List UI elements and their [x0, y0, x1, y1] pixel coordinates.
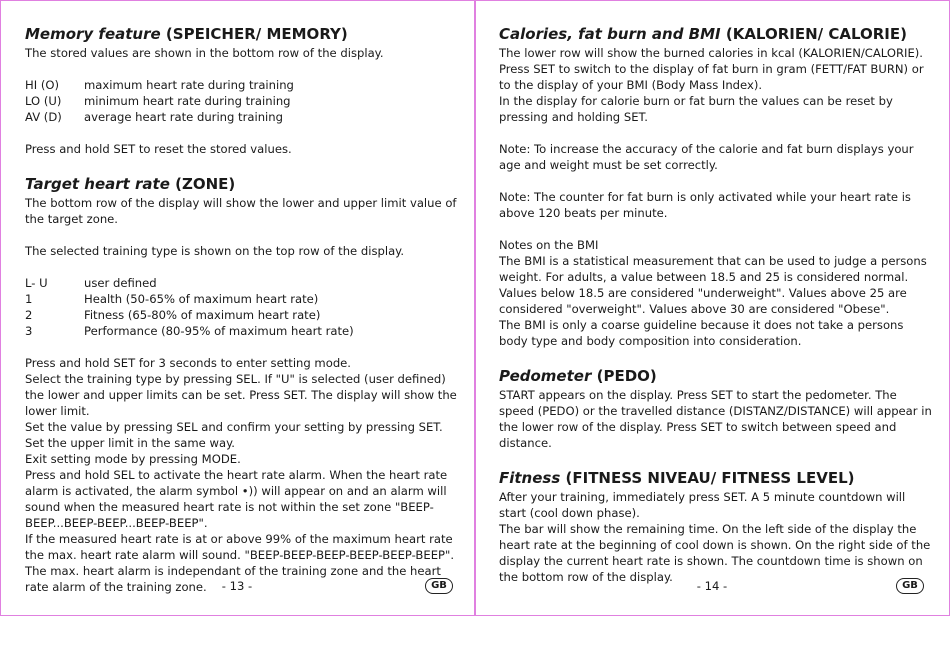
bmi-heading: Notes on the BMI	[499, 238, 599, 252]
pedometer-heading	[499, 365, 934, 387]
zone-text-line: Press and hold SEL to activate the heart rate alarm. When the heart rate alarm is activated, the alarm symbol •)) will appear on and an alarm will sound when the measured heart rate is not within the set zone "BEEP-BEEP...BEEP-BEEP...BEEP-BEEP".	[25, 468, 448, 530]
note-1: Note: To increase the accuracy of the calorie and fat burn displays your age and weight must be set correctly.	[499, 142, 914, 172]
memory-heading	[25, 23, 457, 45]
memory-row: LO (U) minimum heart rate during training	[25, 94, 291, 108]
zone-row: 2 Fitness (65-80% of maximum heart rate)	[25, 308, 321, 322]
calories-text-line: The lower row will show the burned calories in kcal (KALORIEN/CALORIE).	[499, 46, 923, 60]
fitness-heading	[499, 467, 934, 489]
fitness-title-caps: (FITNESS NIVEAU/ FITNESS LEVEL)	[565, 469, 855, 487]
zone-text-line: Press and hold SET for 3 seconds to enter setting mode.	[25, 356, 351, 370]
zone-row: L- U user defined	[25, 276, 157, 290]
page-number: - 14 -	[696, 579, 728, 593]
zone-title-italic: Target heart rate	[25, 175, 170, 193]
left-page	[0, 0, 475, 616]
memory-title-italic: Memory feature	[25, 25, 161, 43]
memory-row: HI (O) maximum heart rate during training	[25, 78, 294, 92]
zone-text-line: Select the training type by pressing SEL. If "U" is selected (user defined) the lower and upper limits can be set. Press SET. The display will show the lower limit.	[25, 372, 457, 418]
fitness-text-line: The bar will show the remaining time. On the left side of the display the heart rate at the beginning of cool down is shown. On the right side of the display the current heart rate is shown. The countdown time is shown on the bottom row of the display.	[499, 522, 931, 584]
memory-intro: The stored values are shown in the bottom row of the display.	[25, 46, 384, 60]
page-number: - 13 -	[221, 579, 253, 593]
calories-heading	[499, 23, 934, 45]
zone-row: 3 Performance (80-95% of maximum heart rate)	[25, 324, 354, 338]
note-2: Note: The counter for fat burn is only activated while your heart rate is above 120 beats per minute.	[499, 190, 911, 220]
note-label: Note:	[499, 142, 531, 156]
zone-selected-text: The selected training type is shown on the top row of the display.	[25, 244, 405, 258]
left-column	[25, 23, 457, 595]
zone-text-line: Set the upper limit in the same way.	[25, 436, 235, 450]
language-badge: GB	[425, 578, 453, 594]
pedometer-title-caps: (PEDO)	[596, 367, 657, 385]
pedometer-text: START appears on the display. Press SET to start the pedometer. The speed (PEDO) or the travelled distance (DISTANZ/DISTANCE) will appear in the lower row of the display. Press SET to switch between speed and distance.	[499, 388, 932, 450]
memory-title-caps: (SPEICHER/ MEMORY)	[165, 25, 348, 43]
calories-title-caps: (KALORIEN/ CALORIE)	[725, 25, 907, 43]
bmi-text-line: The BMI is a statistical measurement that can be used to judge a persons weight. For adults, a value between 18.5 and 25 is considered normal. Values below 18.5 are considered "underweight". Values above 25 are considered "overweight". Values above 30 are considered "Obese".	[499, 254, 927, 316]
zone-heading	[25, 173, 457, 195]
calories-text-line: Press SET to switch to the display of fat burn in gram (FETT/FAT BURN) or to the display of your BMI (Body Mass Index).	[499, 62, 924, 92]
memory-row: AV (D) average heart rate during training	[25, 110, 283, 124]
zone-title-caps: (ZONE)	[175, 175, 236, 193]
zone-intro: The bottom row of the display will show the lower and upper limit value of the target zone.	[25, 196, 457, 226]
calories-title-italic: Calories, fat burn and BMI	[499, 25, 721, 43]
bmi-text-line: The BMI is only a coarse guideline because it does not take a persons body type and body composition into consideration.	[499, 318, 904, 348]
language-badge: GB	[896, 578, 924, 594]
zone-text-line: Set the value by pressing SEL and confirm your setting by pressing SET.	[25, 420, 443, 434]
memory-reset-text: Press and hold SET to reset the stored values.	[25, 142, 292, 156]
zone-text-line: If the measured heart rate is at or above 99% of the maximum heart rate the max. heart rate alarm will sound. "BEEP-BEEP-BEEP-BEEP-BEEP-BEEP". The max. heart alarm is independant of the training zone and the heart rate alarm of the training zone.	[25, 532, 455, 594]
zone-row: 1 Health (50-65% of maximum heart rate)	[25, 292, 319, 306]
right-column	[499, 23, 934, 585]
right-page	[475, 0, 950, 616]
zone-text-line: Exit setting mode by pressing MODE.	[25, 452, 241, 466]
pedometer-title-italic: Pedometer	[499, 367, 592, 385]
fitness-title-italic: Fitness	[499, 469, 561, 487]
note-label: Note:	[499, 190, 531, 204]
fitness-text-line: After your training, immediately press SET. A 5 minute countdown will start (cool down phase).	[499, 490, 906, 520]
calories-text-line: In the display for calorie burn or fat burn the values can be reset by pressing and holding SET.	[499, 94, 893, 124]
